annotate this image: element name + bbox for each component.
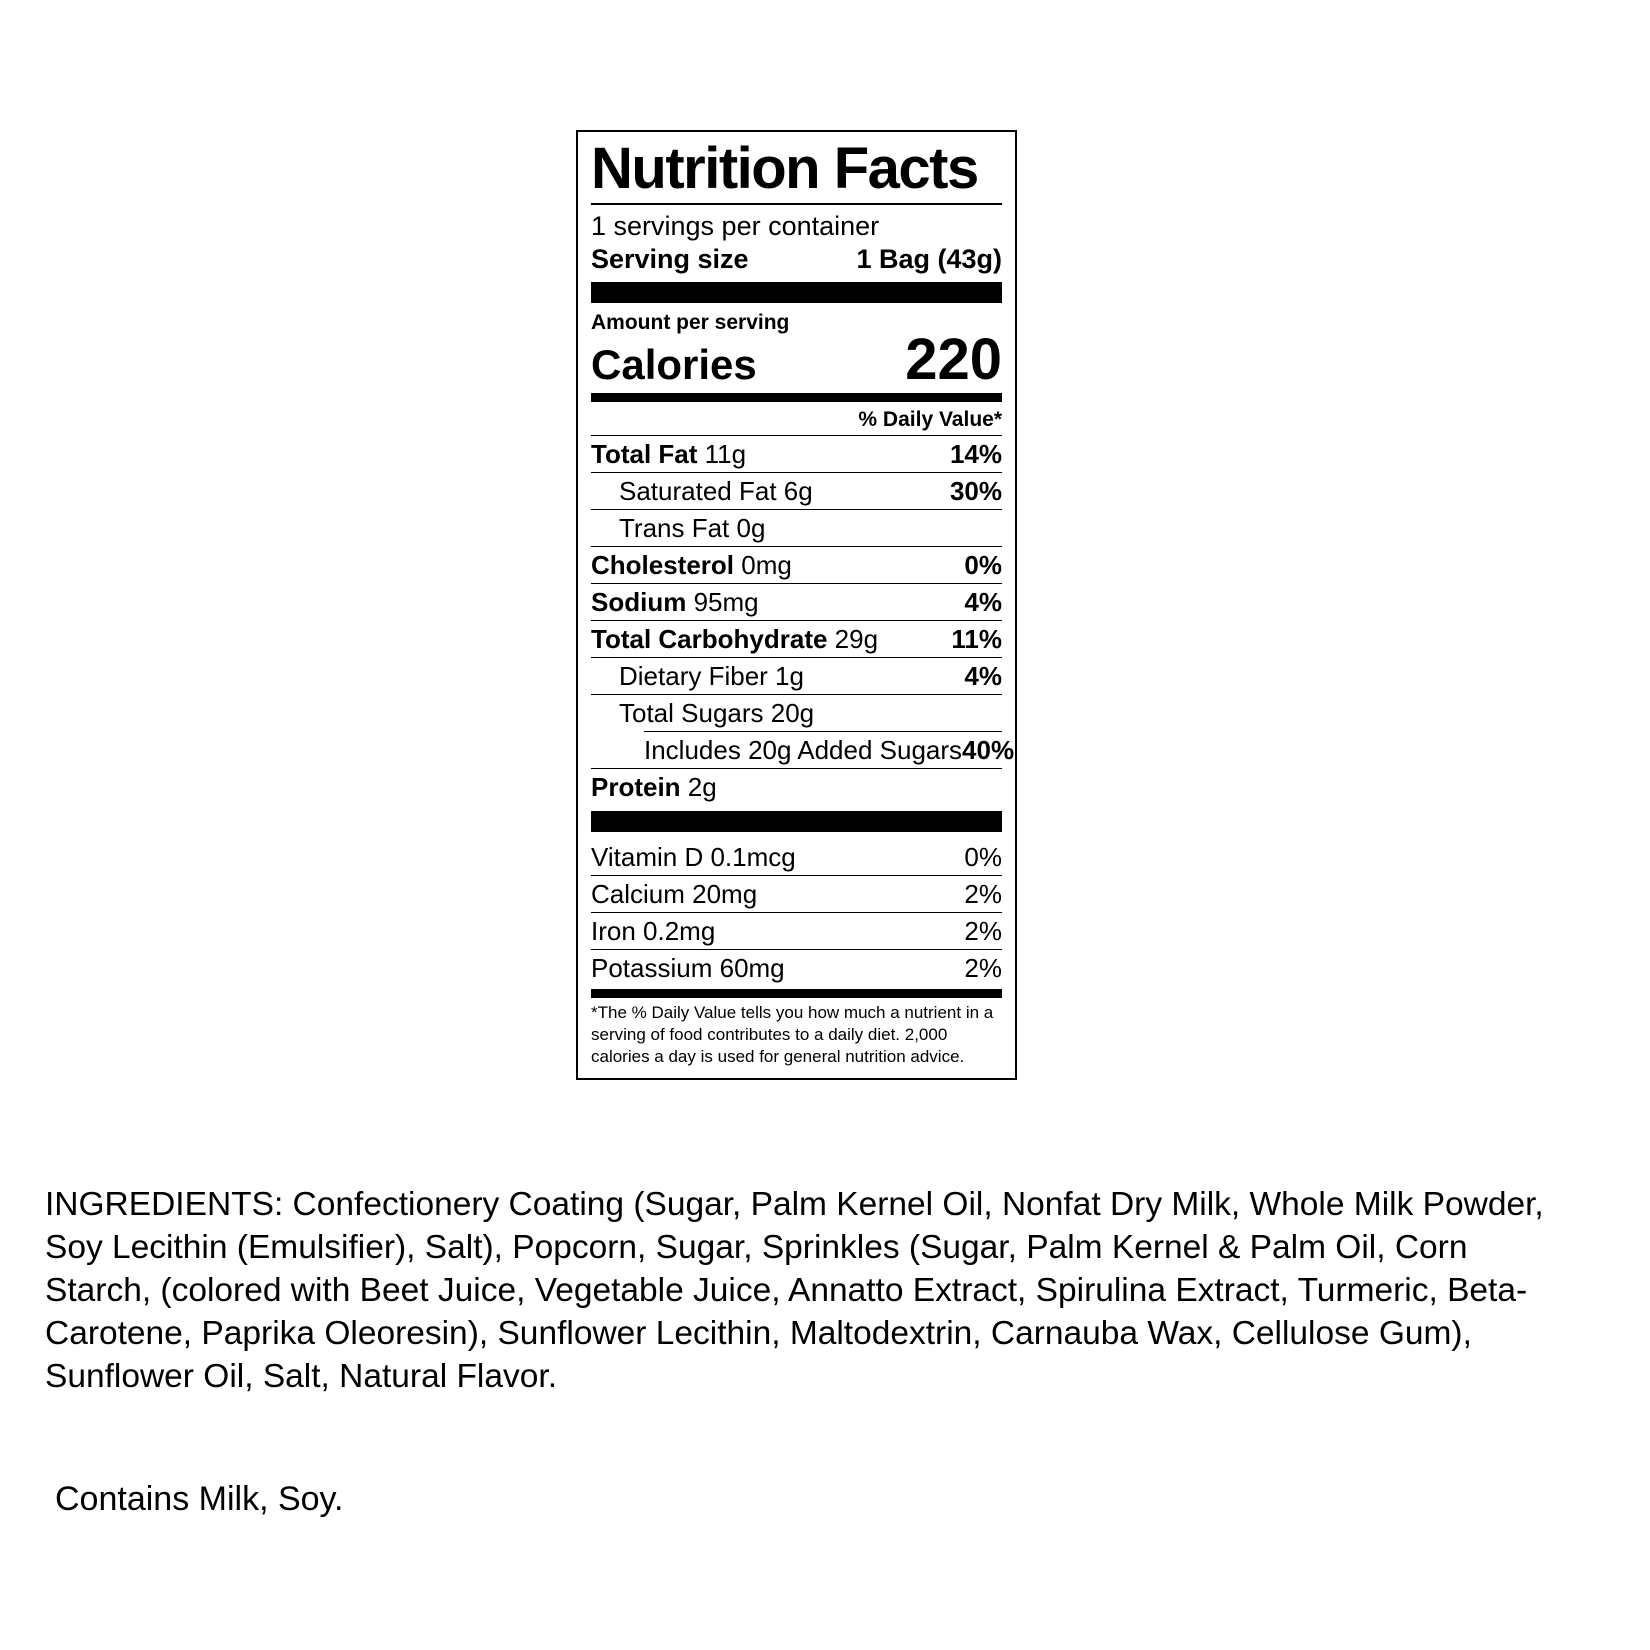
- nutrient-name-amount: Cholesterol 0mg: [591, 550, 792, 581]
- nutrient-row: [591, 473, 1002, 509]
- nutrient-row: [591, 584, 1002, 620]
- nutrient-name-amount: Total Fat 11g: [591, 439, 747, 470]
- daily-value-header: % Daily Value*: [858, 408, 1002, 432]
- nutrient-daily-value: 2%: [964, 916, 1002, 947]
- medium-divider-bar: [591, 393, 1002, 402]
- nutrient-daily-value: 4%: [964, 587, 1002, 618]
- nutrient-daily-value: 30%: [949, 476, 1002, 507]
- nutrient-daily-value: 14%: [949, 439, 1002, 470]
- nutrient-row: [591, 732, 1015, 768]
- nutrient-daily-value: 40%: [962, 735, 1015, 766]
- nutrient-name-amount: Total Sugars 20g: [619, 698, 815, 729]
- calories-value: 220: [905, 327, 1002, 393]
- nutrient-row: [591, 695, 1002, 731]
- nutrient-daily-value: 2%: [964, 879, 1002, 910]
- serving-size-label: Serving size: [591, 244, 749, 275]
- nutrient-daily-value: 0%: [964, 550, 1002, 581]
- calories-row: [591, 327, 1002, 393]
- nutrient-daily-value: 4%: [964, 661, 1002, 692]
- nutrient-row: [591, 658, 1002, 694]
- ingredients-paragraph: INGREDIENTS: Confectionery Coating (Sugar, Palm Kernel Oil, Nonfat Dry Milk, Whole Milk Powder, Soy Lecithin (Emulsifier), Salt), Popcorn, Sugar, Sprinkles (Sugar, Palm Kernel & Palm Oil, Corn Starch, (colored with Beet Juice, Vegetable Juice, Annatto Extract, Spirulina Extract, Turmeric, Beta-Carotene, Paprika Oleoresin), Sunflower Lecithin, Maltodextrin, Carnauba Wax, Cellulose Gum), Sunflower Oil, Salt, Natural Flavor.: [45, 1186, 1544, 1395]
- calories-label: Calories: [591, 341, 757, 389]
- thick-divider-bar: [591, 282, 1002, 303]
- nutrient-name-amount: Trans Fat 0g: [619, 513, 766, 544]
- nutrient-row: [591, 839, 1002, 875]
- micronutrient-rows: [591, 839, 1002, 986]
- daily-value-footnote: *The % Daily Value tells you how much a nutrient in a serving of food contributes to a daily diet. 2,000 calories a day is used for general nutrition advice.: [591, 1003, 994, 1067]
- nutrient-row: [591, 876, 1002, 912]
- serving-size-value: 1 Bag (43g): [856, 244, 1002, 275]
- nutrient-name-amount: Dietary Fiber 1g: [619, 661, 804, 692]
- nutrient-rows: [591, 435, 1015, 805]
- nutrient-row: [591, 621, 1002, 657]
- nutrient-row: [591, 436, 1002, 472]
- nutrient-row: [591, 547, 1002, 583]
- nutrient-name-amount: Saturated Fat 6g: [619, 476, 813, 507]
- servings-per-container: 1 servings per container: [591, 211, 880, 242]
- amount-per-serving-label: Amount per serving: [591, 311, 790, 335]
- nutrient-name-amount: Includes 20g Added Sugars: [644, 735, 963, 766]
- nutrient-row: [591, 913, 1002, 949]
- nutrient-row: [591, 510, 1002, 546]
- nutrient-row: [591, 950, 1002, 986]
- thick-divider-bar: [591, 811, 1002, 832]
- serving-size-row: [591, 243, 1002, 276]
- allergen-statement: Contains Milk, Soy.: [55, 1480, 344, 1518]
- nutrient-name-amount: Protein 2g: [591, 772, 717, 803]
- medium-divider-bar: [591, 989, 1002, 998]
- nutrition-facts-title: Nutrition Facts: [591, 138, 1002, 205]
- nutrient-name-amount: Vitamin D 0.1mcg: [591, 842, 796, 873]
- nutrition-facts-label: [576, 130, 1017, 1080]
- nutrient-name-amount: Total Carbohydrate 29g: [591, 624, 879, 655]
- nutrient-name-amount: Potassium 60mg: [591, 953, 785, 984]
- nutrient-name-amount: Iron 0.2mg: [591, 916, 716, 947]
- nutrient-name-amount: Sodium 95mg: [591, 587, 759, 618]
- nutrient-daily-value: 11%: [951, 624, 1002, 655]
- nutrient-daily-value: 0%: [964, 842, 1002, 873]
- nutrient-row: [591, 769, 1002, 805]
- nutrient-daily-value: 2%: [964, 953, 1002, 984]
- nutrient-name-amount: Calcium 20mg: [591, 879, 758, 910]
